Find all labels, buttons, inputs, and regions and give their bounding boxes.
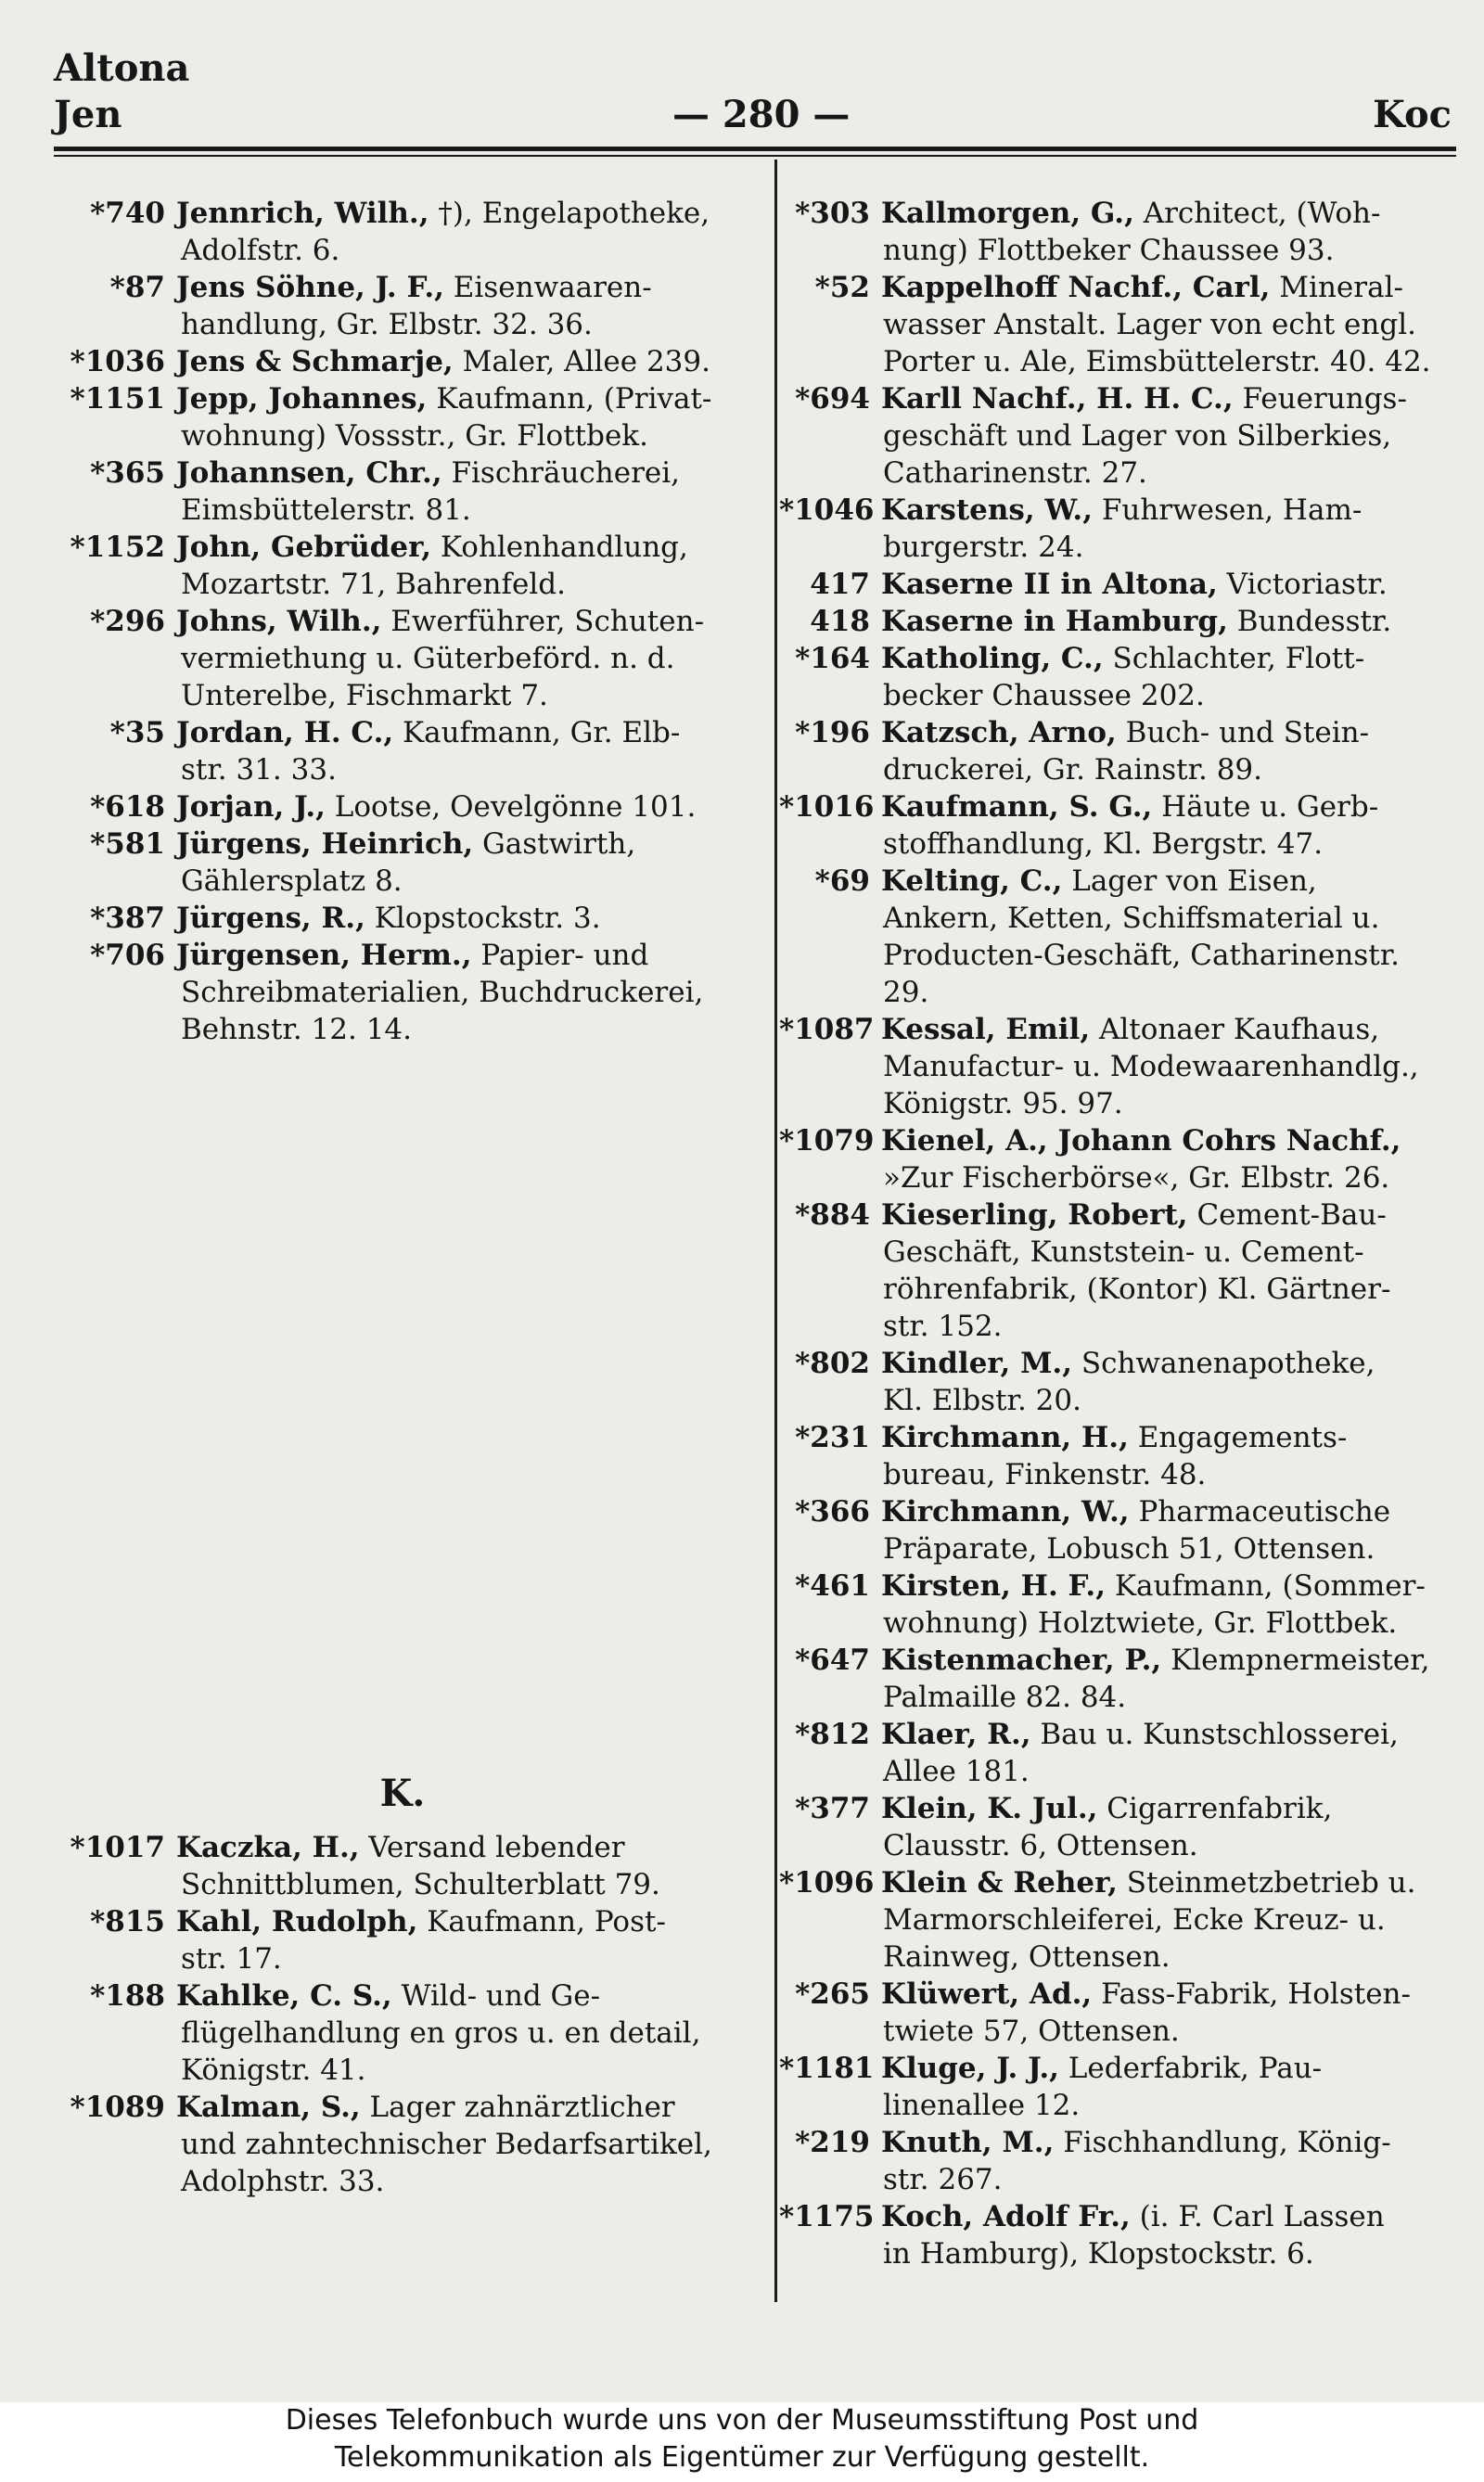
entry-continuation: druckerei, Gr. Rainstr. 89.	[883, 753, 1262, 787]
entry-first-line	[56, 1977, 749, 2015]
entry-continuation: str. 152.	[883, 1310, 1003, 1343]
entry-name: Jens & Schmarje,	[176, 345, 454, 378]
directory-entry	[56, 603, 749, 714]
entry-name: Kirsten, H. F.,	[881, 1569, 1107, 1603]
entry-name: Kessal, Emil,	[881, 1013, 1091, 1046]
entry-name: Jorjan, J.,	[176, 790, 326, 824]
entry-number: *377	[795, 1792, 870, 1825]
directory-entry	[779, 2050, 1456, 2124]
entry-continuation: Kl. Elbstr. 20.	[883, 1384, 1081, 1417]
directory-entry	[779, 640, 1456, 714]
entry-number: *265	[795, 1977, 870, 2011]
directory-entry	[779, 1345, 1456, 1419]
directory-entry	[779, 1976, 1456, 2050]
entry-continuation: bureau, Finkenstr. 48.	[883, 1458, 1207, 1491]
entry-continuation: wohnung) Holztwiete, Gr. Flottbek.	[883, 1606, 1398, 1640]
left-k-entries	[56, 1829, 749, 2200]
entry-name: Kalman, S.,	[176, 2091, 361, 2124]
entry-name: Koch, Adolf Fr.,	[881, 2200, 1131, 2233]
entry-continuation: Adolfstr. 6.	[181, 234, 340, 267]
entry-name: Klüwert, Ad.,	[881, 1977, 1093, 2011]
entry-first-line	[779, 2124, 1456, 2161]
entry-first-line	[779, 1567, 1456, 1605]
entry-name: Kelting, C.,	[881, 864, 1063, 898]
header-range-end: Koc	[1373, 93, 1452, 136]
entry-detail: Papier- und	[471, 939, 649, 972]
entry-name: Kaserne in Hamburg,	[881, 605, 1228, 638]
entry-continuation: Schreibmaterialien, Buchdruckerei,	[181, 976, 704, 1009]
directory-entry	[56, 1903, 749, 1977]
directory-entry	[779, 269, 1456, 380]
entry-number: *87	[109, 271, 165, 304]
entry-detail: Schwanenapotheke,	[1072, 1347, 1375, 1380]
entry-number: *1096	[779, 1866, 875, 1900]
entry-detail: Eisenwaaren-	[443, 271, 652, 304]
entry-first-line	[779, 1976, 1456, 2013]
entry-detail: Altonaer Kaufhaus,	[1090, 1013, 1380, 1046]
entry-detail: Gastwirth,	[473, 827, 636, 861]
entry-first-line	[56, 529, 749, 566]
entry-name: Kirchmann, H.,	[881, 1421, 1129, 1454]
entry-detail: (i. F. Carl Lassen	[1130, 2200, 1385, 2233]
entry-continuation: Eimsbüttelerstr. 81.	[181, 493, 471, 527]
entry-number: *219	[795, 2126, 870, 2159]
entry-first-line	[56, 937, 749, 974]
section-letter: K.	[379, 1772, 426, 1815]
entry-number: *1175	[779, 2200, 875, 2233]
directory-entry	[779, 492, 1456, 566]
entry-number: *35	[109, 716, 165, 749]
entry-continuation: Präparate, Lobusch 51, Ottensen.	[883, 1532, 1375, 1566]
directory-entry	[56, 788, 749, 825]
entry-continuation: »Zur Fischerbörse«, Gr. Elbstr. 26.	[883, 1161, 1390, 1195]
entry-first-line	[56, 269, 749, 306]
directory-entry	[56, 900, 749, 937]
entry-name: Katholing, C.,	[881, 642, 1104, 675]
entry-number: *1036	[70, 345, 165, 378]
entry-name: Kaczka, H.,	[176, 1831, 360, 1864]
header-rule	[54, 147, 1456, 151]
entry-continuation: Unterelbe, Fischmarkt 7.	[181, 679, 548, 712]
entry-detail: Lager von Eisen,	[1062, 864, 1317, 898]
entry-detail: Kohlenhandlung,	[431, 531, 688, 564]
entry-number: *647	[795, 1644, 870, 1677]
entry-name: Jürgens, Heinrich,	[176, 827, 474, 861]
entry-number: *1079	[779, 1124, 875, 1158]
entry-first-line	[56, 603, 749, 640]
header-place: Altona	[54, 46, 190, 90]
entry-name: Johannsen, Chr.,	[176, 456, 442, 490]
entry-continuation: flügelhandlung en gros u. en detail,	[181, 2016, 701, 2050]
entry-number: 418	[810, 605, 870, 638]
directory-entry	[56, 195, 749, 269]
entry-number: *1016	[779, 790, 875, 824]
entry-number: *1151	[70, 382, 165, 416]
entry-continuation: str. 267.	[883, 2163, 1003, 2196]
entry-number: *1089	[70, 2091, 165, 2124]
entry-first-line	[56, 2089, 749, 2126]
directory-entry	[779, 1567, 1456, 1642]
entry-continuation: Schnittblumen, Schulterblatt 79.	[181, 1868, 660, 1901]
directory-entry	[56, 454, 749, 529]
entry-continuation: handlung, Gr. Elbstr. 32. 36.	[181, 308, 593, 341]
entry-name: Jennrich, Wilh.,	[176, 197, 429, 230]
entry-number: *694	[795, 382, 870, 416]
entry-continuation: in Hamburg), Klopstockstr. 6.	[883, 2237, 1314, 2271]
entry-first-line	[56, 343, 749, 380]
entry-first-line	[779, 1716, 1456, 1753]
column-divider	[774, 160, 777, 2302]
entry-first-line	[779, 2050, 1456, 2087]
entry-detail: Klopstockstr. 3.	[365, 902, 601, 935]
directory-entry	[56, 343, 749, 380]
entry-name: Klein, K. Jul.,	[881, 1792, 1098, 1825]
entry-continuation: stoffhandlung, Kl. Bergstr. 47.	[883, 827, 1324, 861]
entry-detail: Kaufmann, (Privat-	[427, 382, 712, 416]
entry-number: *461	[795, 1569, 870, 1603]
entry-first-line	[56, 900, 749, 937]
entry-name: Kirchmann, W.,	[881, 1495, 1130, 1529]
entry-first-line	[56, 714, 749, 751]
entry-continuation: nung) Flottbeker Chaussee 93.	[883, 234, 1335, 267]
entry-continuation: Allee 181.	[883, 1755, 1030, 1788]
entry-continuation: becker Chaussee 202.	[883, 679, 1205, 712]
footer-notice	[0, 2402, 1484, 2482]
entry-name: Karll Nachf., H. H. C.,	[881, 382, 1234, 416]
footer-line-1: Dieses Telefonbuch wurde uns von der Museumsstiftung Post und	[285, 2404, 1199, 2437]
directory-entry	[779, 1716, 1456, 1790]
entry-detail: Bundesstr.	[1227, 605, 1392, 638]
directory-entry	[56, 825, 749, 900]
entry-detail: Fischräucherei,	[441, 456, 681, 490]
entry-number: *196	[795, 716, 870, 749]
entry-first-line	[56, 195, 749, 232]
directory-entry	[779, 1196, 1456, 1345]
entry-name: Katzsch, Arno,	[881, 716, 1117, 749]
entry-number: *815	[90, 1905, 165, 1938]
entry-number: *802	[795, 1347, 870, 1380]
entry-number: *812	[795, 1718, 870, 1751]
directory-entry	[779, 380, 1456, 492]
entry-first-line	[56, 825, 749, 863]
entry-continuation: wasser Anstalt. Lager von echt engl.	[883, 308, 1416, 341]
entry-number: *1181	[779, 2052, 875, 2085]
entry-continuation: Königstr. 41.	[181, 2053, 366, 2087]
entry-first-line	[779, 566, 1456, 603]
header-range-start: Jen	[54, 93, 122, 136]
entry-name: Kallmorgen, G.,	[881, 197, 1134, 230]
footer-line-2: Telekommunikation als Eigentümer zur Verfügung gestellt.	[334, 2441, 1150, 2474]
page-number: — 280 —	[672, 93, 851, 136]
entry-detail: Victoriastr.	[1217, 568, 1388, 601]
entry-name: Klaer, R.,	[881, 1718, 1031, 1751]
directory-entry	[779, 788, 1456, 863]
entry-number: *164	[795, 642, 870, 675]
directory-entry	[56, 269, 749, 343]
entry-first-line	[779, 1864, 1456, 1901]
entry-detail: Lager zahnärztlicher	[360, 2091, 675, 2124]
directory-entry	[779, 1493, 1456, 1567]
entry-name: Kaserne II in Altona,	[881, 568, 1218, 601]
entry-first-line	[779, 640, 1456, 677]
entry-first-line	[779, 195, 1456, 232]
entry-name: Knuth, M.,	[881, 2126, 1055, 2159]
entry-continuation: Catharinenstr. 27.	[883, 456, 1147, 490]
entry-first-line	[779, 1345, 1456, 1382]
directory-entry	[56, 714, 749, 788]
entry-number: *69	[814, 864, 870, 898]
header-rule-thin	[54, 155, 1456, 157]
entry-name: Kienel, A., Johann Cohrs Nachf.,	[881, 1124, 1401, 1158]
entry-number: *231	[795, 1421, 870, 1454]
entry-detail: Lederfabrik, Pau-	[1058, 2052, 1323, 2085]
entry-detail: Ewerführer, Schuten-	[381, 605, 705, 638]
entry-detail: Fischhandlung, König-	[1054, 2126, 1391, 2159]
entry-first-line	[56, 1903, 749, 1940]
directory-entry	[779, 2124, 1456, 2198]
directory-entry	[779, 1642, 1456, 1716]
entry-number: *188	[90, 1979, 165, 2013]
entry-continuation: Behnstr. 12. 14.	[181, 1013, 412, 1046]
entry-continuation: Rainweg, Ottensen.	[883, 1940, 1171, 1974]
entry-number: *1087	[779, 1013, 875, 1046]
entry-continuation: vermiethung u. Güterbeförd. n. d.	[181, 642, 675, 675]
entry-name: Klein & Reher,	[881, 1866, 1118, 1900]
entry-detail: Architect, (Woh-	[1133, 197, 1381, 230]
directory-entry	[779, 1864, 1456, 1976]
entry-first-line	[779, 788, 1456, 825]
entry-continuation: str. 31. 33.	[181, 753, 337, 787]
entry-number: 417	[810, 568, 870, 601]
entry-number: *303	[795, 197, 870, 230]
entry-continuation: twiete 57, Ottensen.	[883, 2015, 1180, 2048]
entry-first-line	[779, 1790, 1456, 1827]
entry-first-line	[779, 714, 1456, 751]
entry-detail: Mineral-	[1270, 271, 1403, 304]
right-column	[779, 195, 1456, 2272]
left-entries	[56, 195, 749, 1048]
directory-entry	[56, 380, 749, 454]
entry-detail: Fass-Fabrik, Holsten-	[1092, 1977, 1411, 2011]
entry-detail: Maler, Allee 239.	[453, 345, 710, 378]
directory-entry	[56, 1977, 749, 2089]
entry-first-line	[779, 1122, 1456, 1159]
entry-name: Jürgens, R.,	[176, 902, 365, 935]
entry-number: *740	[90, 197, 165, 230]
entry-continuation: str. 17.	[181, 1942, 282, 1976]
directory-entry	[56, 1829, 749, 1903]
entry-name: Kappelhoff Nachf., Carl,	[881, 271, 1271, 304]
entry-name: Kindler, M.,	[881, 1347, 1072, 1380]
entry-first-line	[56, 380, 749, 417]
left-column	[56, 195, 749, 2200]
entry-name: Jürgensen, Herm.,	[176, 939, 472, 972]
entry-number: *52	[814, 271, 870, 304]
entry-first-line	[779, 380, 1456, 417]
entry-number: *1152	[70, 531, 165, 564]
entry-continuation: wohnung) Vossstr., Gr. Flottbek.	[181, 419, 648, 453]
entry-continuation: Producten-Geschäft, Catharinenstr.	[883, 939, 1400, 972]
entry-continuation: geschäft und Lager von Silberkies,	[883, 419, 1392, 453]
entry-continuation: Königstr. 95. 97.	[883, 1087, 1123, 1120]
entry-continuation: Gählersplatz 8.	[181, 864, 403, 898]
entry-name: Jepp, Johannes,	[176, 382, 428, 416]
entry-detail: Häute u. Gerb-	[1152, 790, 1379, 824]
entry-detail: Feuerungs-	[1233, 382, 1407, 416]
entry-detail: Fuhrwesen, Ham-	[1093, 493, 1362, 527]
entry-continuation: Manufactur- u. Modewaarenhandlg.,	[883, 1050, 1419, 1083]
directory-entry	[779, 566, 1456, 603]
entry-name: Kahl, Rudolph,	[176, 1905, 418, 1938]
entry-continuation: linenallee 12.	[883, 2089, 1081, 2122]
entry-detail: †), Engelapotheke,	[429, 197, 710, 230]
entry-continuation: röhrenfabrik, (Kontor) Kl. Gärtner-	[883, 1273, 1391, 1306]
directory-entry	[779, 1419, 1456, 1493]
directory-entry	[779, 1122, 1456, 1196]
entry-detail: Versand lebender	[359, 1831, 625, 1864]
directory-entry	[779, 1790, 1456, 1864]
entry-name: Johns, Wilh.,	[176, 605, 382, 638]
entry-detail: Engagements-	[1128, 1421, 1348, 1454]
entry-first-line	[779, 1196, 1456, 1234]
entry-detail: Steinmetzbetrieb u.	[1117, 1866, 1416, 1900]
entry-number: *618	[90, 790, 165, 824]
entry-number: *366	[795, 1495, 870, 1529]
entry-first-line	[779, 492, 1456, 529]
entry-first-line	[56, 788, 749, 825]
entry-detail: Cigarrenfabrik,	[1097, 1792, 1333, 1825]
directory-entry	[779, 603, 1456, 640]
right-entries	[779, 195, 1456, 2272]
entry-first-line	[779, 2198, 1456, 2235]
entry-continuation: und zahntechnischer Bedarfsartikel,	[181, 2128, 712, 2161]
entry-detail: Pharmaceutische	[1129, 1495, 1391, 1529]
directory-entry	[779, 195, 1456, 269]
entry-continuation: Clausstr. 6, Ottensen.	[883, 1829, 1198, 1862]
entry-detail: Wild- und Ge-	[391, 1979, 601, 2013]
directory-entry	[779, 714, 1456, 788]
entry-continuation: Mozartstr. 71, Bahrenfeld.	[181, 568, 566, 601]
entry-name: Jens Söhne, J. F.,	[176, 271, 444, 304]
directory-entry	[779, 2198, 1456, 2272]
entry-name: Kluge, J. J.,	[881, 2052, 1059, 2085]
entry-continuation: burgerstr. 24.	[883, 531, 1084, 564]
blank-area	[56, 1048, 749, 1723]
entry-first-line	[779, 603, 1456, 640]
entry-name: John, Gebrüder,	[176, 531, 432, 564]
entry-continuation: Geschäft, Kunststein- u. Cement-	[883, 1235, 1364, 1269]
entry-number: *884	[795, 1198, 870, 1232]
entry-first-line	[56, 454, 749, 492]
entry-number: *387	[90, 902, 165, 935]
entry-detail: Kaufmann, Gr. Elb-	[393, 716, 681, 749]
entry-detail: Cement-Bau-	[1187, 1198, 1387, 1232]
entry-first-line	[779, 1642, 1456, 1679]
entry-detail: Kaufmann, Post-	[417, 1905, 666, 1938]
entry-name: Jordan, H. C.,	[176, 716, 394, 749]
entry-number: *296	[90, 605, 165, 638]
entry-number: *706	[90, 939, 165, 972]
entry-first-line	[56, 1829, 749, 1866]
entry-number: *1046	[779, 493, 875, 527]
entry-name: Karstens, W.,	[881, 493, 1094, 527]
entry-continuation: Palmaille 82. 84.	[883, 1681, 1127, 1714]
entry-continuation: Ankern, Ketten, Schiffsmaterial u.	[883, 902, 1380, 935]
entry-name: Kaufmann, S. G.,	[881, 790, 1153, 824]
entry-name: Kistenmacher, P.,	[881, 1644, 1162, 1677]
entry-continuation: Adolphstr. 33.	[181, 2165, 385, 2198]
entry-number: *1017	[70, 1831, 165, 1864]
directory-entry	[779, 863, 1456, 1011]
entry-continuation: 29.	[883, 976, 929, 1009]
entry-continuation: Marmorschleiferei, Ecke Kreuz- u.	[883, 1903, 1386, 1937]
directory-entry	[56, 529, 749, 603]
entry-name: Kahlke, C. S.,	[176, 1979, 392, 2013]
entry-number: *581	[90, 827, 165, 861]
entry-number: *365	[90, 456, 165, 490]
entry-detail: Kaufmann, (Sommer-	[1106, 1569, 1426, 1603]
entry-detail: Schlachter, Flott-	[1103, 642, 1365, 675]
entry-first-line	[779, 1493, 1456, 1530]
entry-detail: Bau u. Kunstschlosserei,	[1030, 1718, 1399, 1751]
entry-first-line	[779, 1419, 1456, 1456]
entry-detail: Lootse, Oevelgönne 101.	[325, 790, 697, 824]
entry-first-line	[779, 1011, 1456, 1048]
directory-entry	[779, 1011, 1456, 1122]
directory-entry	[56, 937, 749, 1048]
entry-first-line	[779, 269, 1456, 306]
entry-detail: Klempnermeister,	[1161, 1644, 1430, 1677]
entry-continuation: Porter u. Ale, Eimsbüttelerstr. 40. 42.	[883, 345, 1431, 378]
directory-entry	[56, 2089, 749, 2200]
entry-detail: Buch- und Stein-	[1116, 716, 1370, 749]
entry-name: Kieserling, Robert,	[881, 1198, 1188, 1232]
entry-first-line	[779, 863, 1456, 900]
